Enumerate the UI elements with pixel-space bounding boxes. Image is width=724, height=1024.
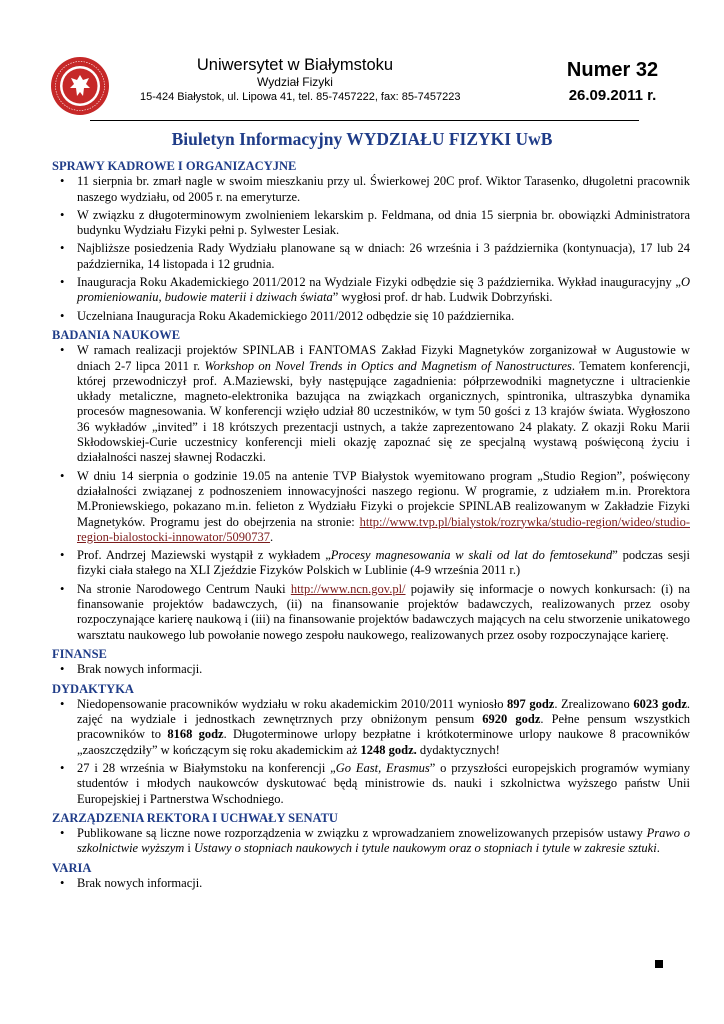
text: Publikowane są liczne nowe rozporządzenia w związku z wprowadzaniem znowelizowanych przepisów ustawy <box>77 826 647 841</box>
list-item <box>77 548 690 579</box>
university-name: Uniwersytet w Białymstoku <box>196 56 394 74</box>
list-item <box>77 469 690 545</box>
conference-title: Go East, Erasmus <box>335 760 430 775</box>
end-of-document-square-icon <box>655 960 663 968</box>
hours-value: 6920 godz <box>482 712 541 727</box>
text: ” o przyszłości europejskich programów wymiany studentów i młodych naukowców dyskutować będą ministrowie ds. nauki i szkolnictwa wyższego państw Unii Europejskiej i Partnerstwa Wschodniego. <box>77 760 690 806</box>
list-item <box>77 343 690 465</box>
list-finanse <box>52 662 690 677</box>
text: Na stronie Narodowego Centrum Nauki <box>77 581 291 596</box>
text: . Tematem konferencji, której przewodniczył prof. A.Maziewski, były następujące zagadnienia: półprzewodniki magnetyczne i ultracienkie układy metaliczne, magneto-elektronika bazująca na związkach organicznych, spintronika, ultraszybka dynamika procesów magnesowania. W konferencji wzięło udział 80 uczestników, w tym 50 gości z 13 krajów świata. Wygłoszono 36 wykładów „invited” i 18 krótszych prezentacji ustnych, a także zaprezentowano 24 plakaty. Z okazji Roku Marii Skłodowskiej-Curie uczestnicy konferencji mieli okazję zapoznać się ze specjalną wystawą poświęconą życiu i działalności naszej sławnej Rodaczki. <box>77 358 690 465</box>
tvp-video-link[interactable]: http://www.tvp.pl/bialystok/rozrywka/studio-region/wideo/studio-region-bialostocki-innowator/5090737 <box>77 514 690 544</box>
faculty-address: 15-424 Białystok, ul. Lipowa 41, tel. 85-7457222, fax: 85-7457223 <box>140 91 461 103</box>
list-zarzadzenia <box>52 826 690 857</box>
text: . Długoterminowe urlopy bezpłatne i krótkoterminowe urlopy naukowe 8 pracowników „zaoszczędziły” w kończącym się roku akademickim aż <box>77 727 691 757</box>
text: pojawiły się informacje o nowych konkursach: (i) na finansowanie projektów badawczych, (ii) na finansowanie projektów badawczych, realizowanych przez osoby rozpoczynające karierę naukową i (iii) na finansowanie projektów badawczych mających na celu stworzenie unikatowego warsztatu naukowego lub powołanie nowego zespołu naukowego, realizowanych przez osoby rozpoczynające karierę. <box>77 581 690 642</box>
text: . <box>656 841 660 856</box>
text: dydaktycznych! <box>416 742 500 757</box>
ncn-link[interactable]: http://www.ncn.gov.pl/ <box>290 581 406 596</box>
section-heading-badania: BADANIA NAUKOWE <box>52 327 181 342</box>
list-dydaktyka <box>52 697 690 807</box>
text: W dniu 14 sierpnia o godzinie 19.05 na antenie TVP Białystok wyemitowano program „Studio Region”, poświęcony działalności związanej z podnoszeniem innowacyjności naszego regionu. W programie, z udziałem m.in. Prorektora M.Proniewskiego, pokazano m.in. felieton z Wydziału Fizyki o projekcie SPINLAB realizowanym w Zakładzie Fizyki Magnetyków. Programu jest do obejrzenia na stronie: <box>77 468 690 529</box>
list-badania <box>52 343 690 643</box>
text: . zajęć na wydziale i jednostkach zewnętrznych przy obniżonym pensum <box>77 696 690 727</box>
bulletin-title: Biuletyn Informacyjny WYDZIAŁU FIZYKI UwB <box>171 129 553 149</box>
text: i <box>184 841 195 856</box>
list-item: • Najbliższe posiedzenia Rady Wydziału planowane są w dniach: 26 września i 3 października (kontynuacja), 17 lub 24 października, 14 listopada i 12 grudnia. <box>77 241 690 272</box>
list-item: • 11 sierpnia br. zmarł nagle w swoim mieszkaniu przy ul. Świerkowej 20C prof. Wiktor Tarasenko, długoletni pracownik naszego wydziału, od 2005 r. na emeryturze. <box>77 174 690 205</box>
section-heading-finanse: FINANSE <box>52 646 107 661</box>
section-heading-zarzadzenia: ZARZĄDZENIA REKTORA I UCHWAŁY SENATU <box>52 810 338 825</box>
text: Niedopensowanie pracowników wydziału w roku akademickim 2010/2011 wyniosło <box>77 696 508 711</box>
hours-value: 6023 godz <box>633 696 687 711</box>
text: . Pełne pensum wszystkich pracowników to <box>77 712 690 742</box>
hours-value: 1248 godz. <box>360 742 417 757</box>
list-item <box>77 761 690 807</box>
list-kadrowe <box>52 174 690 324</box>
issue-info <box>550 58 675 106</box>
issue-number: Numer 32 <box>566 59 659 81</box>
list-item: • Brak nowych informacji. <box>77 876 690 891</box>
list-item <box>77 275 690 306</box>
text: Inauguracja Roku Akademickiego 2011/2012 na Wydziale Fizyki odbędzie się 3 października. Wykład inauguracyjny „ <box>77 275 681 290</box>
list-item: • Uczelniana Inauguracja Roku Akademickiego 2011/2012 odbędzie się 10 października. <box>77 309 690 324</box>
university-seal-logo <box>50 56 110 116</box>
header-center <box>140 56 461 105</box>
list-item <box>77 697 690 758</box>
text: W ramach realizacji projektów SPINLAB i FANTOMAS Zakład Fizyki Magnetyków zorganizował w Augustowie w dniach 2-7 lipca 2011 r. <box>77 343 690 373</box>
workshop-title: Workshop on Novel Trends in Optics and Magnetism of Nanostructures <box>204 358 572 373</box>
list-varia <box>52 876 690 891</box>
section-heading-dydaktyka: DYDAKTYKA <box>52 681 134 696</box>
section-heading-varia: VARIA <box>52 860 92 875</box>
section-heading-kadrowe: SPRAWY KADROWE I ORGANIZACYJNE <box>52 159 297 173</box>
text: . <box>270 529 274 544</box>
lecture-title: Procesy magnesowania w skali od lat do femtosekund <box>330 548 613 563</box>
act-title: Ustawy o stopniach naukowych i tytule naukowym oraz o stopniach i tytule w zakresie sztuki <box>194 841 657 856</box>
text: 27 i 28 września w Białymstoku na konferencji „ <box>77 760 336 775</box>
bulletin-content <box>52 159 690 895</box>
text: ” wygłosi prof. dr hab. Ludwik Dobrzyński. <box>332 290 553 305</box>
list-item: • W związku z długoterminowym zwolnieniem lekarskim p. Feldmana, od dnia 15 sierpnia br. obowiązki Administratora budynku Wydziału Fizyki pełni p. Sylwester Lesiak. <box>77 208 690 239</box>
text: Prof. Andrzej Maziewski wystąpił z wykładem „ <box>77 548 331 563</box>
header-divider <box>90 120 639 121</box>
issue-date: 26.09.2011 r. <box>568 87 657 104</box>
text: ” podczas sesji fizyki ciała stałego na XLI Zjeździe Fizyków Polskich w Lublinie (4-9 września 2011 r.) <box>77 548 691 578</box>
faculty-name: Wydział Fizyki <box>257 75 333 89</box>
hours-value: 897 godz <box>507 696 555 711</box>
hours-value: 8168 godz <box>167 727 224 742</box>
lecture-title: O promieniowaniu, budowie materii i dziwach świata <box>77 275 690 305</box>
text: . Zrealizowano <box>554 696 634 711</box>
act-title: Prawo o szkolnictwie wyższym <box>77 826 690 856</box>
list-item <box>77 582 690 643</box>
list-item <box>77 826 690 857</box>
list-item: • Brak nowych informacji. <box>77 662 690 677</box>
